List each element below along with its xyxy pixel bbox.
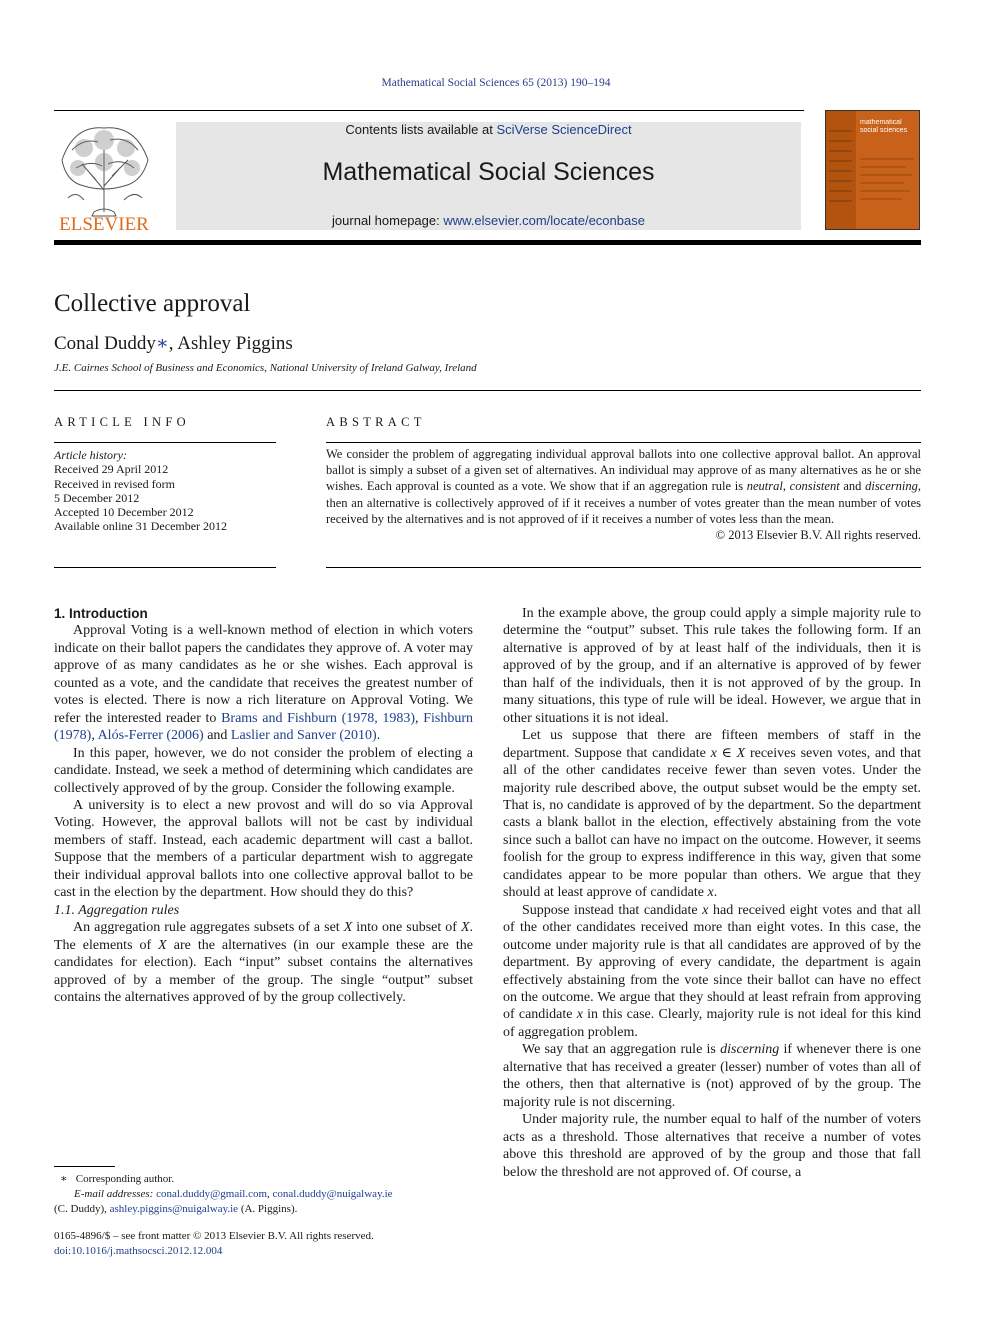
citation-link[interactable]: Fishburn (1978)	[54, 710, 473, 744]
text-run: .	[376, 728, 381, 744]
text-run: (A. Piggins).	[238, 1203, 298, 1215]
article-info-heading: ARTICLE INFO	[54, 415, 190, 429]
body-paragraph: In the example above, the group could apply a simple majority rule to determine the “output” subset. This rule takes the following form. If an alternative is approved of by at least half of the individuals, then it is approved of by the group, and if an alternative is approved of by fewer than half of the individuals, then it is not approved of by the group. In many situations, this type of rule will be ideal. However, we argue that in other situations it is not ideal.	[503, 606, 921, 726]
history-item: Accepted 10 December 2012	[54, 505, 194, 520]
abstract-copyright: © 2013 Elsevier B.V. All rights reserved.	[715, 528, 921, 543]
abstract-paragraph	[326, 446, 921, 527]
email-link[interactable]: ashley.piggins@nuigalway.ie	[109, 1203, 239, 1215]
text-run: An aggregation rule aggregates subsets of a set	[73, 920, 344, 936]
section-heading-introduction: 1. Introduction	[54, 606, 148, 621]
sciencedirect-link[interactable]: SciVerse ScienceDirect	[496, 122, 632, 137]
elsevier-tree-icon	[54, 120, 154, 232]
journal-homepage-link[interactable]: www.elsevier.com/locate/econbase	[443, 213, 645, 228]
citation-link[interactable]: Laslier and Sanver (2010)	[230, 728, 377, 744]
abstract-term-consistent: consistent	[789, 479, 840, 494]
math-var: X	[736, 745, 746, 761]
journal-name: Mathematical Social Sciences	[322, 158, 655, 186]
abstract-term-neutral: neutral	[746, 479, 783, 494]
math-var: x	[710, 745, 717, 761]
text-run: are the alternatives (in our example these are the candidates for election). Each “input” subset contains the alternatives approved of by a member of the group. The single “output” subset contains the alternatives approved of by the group collectively.	[54, 937, 473, 1005]
footnote-emails-cont	[54, 1202, 473, 1217]
header-rule	[54, 110, 804, 111]
abstract-part: and	[839, 479, 866, 494]
history-item: Received 29 April 2012	[54, 462, 169, 477]
article-info-rule	[54, 442, 276, 443]
abstract-part: ,	[782, 479, 790, 494]
cover-art	[826, 111, 919, 229]
subsection-heading-aggregation-rules: 1.1. Aggregation rules	[54, 902, 180, 918]
corresponding-author-mark[interactable]: ∗	[155, 333, 169, 354]
homepage-prefix: journal homepage:	[332, 213, 444, 228]
issn-line: 0165-4896/$ – see front matter © 2013 Elsevier B.V. All rights reserved.	[54, 1230, 374, 1242]
math-var: X	[158, 937, 167, 953]
text-run: in this case. Clearly, majority rule is not ideal for this kind of aggregation problem.	[503, 1007, 921, 1040]
text-run: .	[713, 885, 718, 901]
body-paragraph: In this paper, however, we do not consider the problem of electing a candidate. Instead, we seek a method of determining which candidates are collectively approved of by the group. Consider the following example.	[54, 745, 473, 796]
math-var: x	[576, 1007, 583, 1023]
text-run: ,	[415, 710, 424, 726]
text-run: if whenever there is one alternative that has received a greater (lesser) number of votes than all of the others, then that alternative is (not) approved of by the group. The majority rule is not discerning.	[503, 1042, 921, 1110]
text-run: We say that an aggregation rule is	[522, 1042, 721, 1058]
body-paragraph	[54, 919, 473, 1006]
homepage-line	[176, 213, 801, 228]
text-run: Approval Voting is a well-known method of election in which voters indicate on their ballot papers the candidates they approve of. A voter may approve of as many candidates as he or she wishes. Each approval is counted as a vote, and the candidate that receives the greatest number of votes is elected. There is now a rich literature on Approval Voting. We refer the interested reader to	[54, 623, 473, 726]
contents-line	[176, 122, 801, 137]
author-piggins: Ashley Piggins	[177, 333, 293, 354]
article-history	[54, 448, 276, 534]
elsevier-logo	[54, 120, 154, 232]
article-info-bottom-rule	[54, 567, 276, 568]
footnote-mark: ∗	[60, 1173, 68, 1185]
body-paragraph	[503, 902, 921, 1042]
abstract-part: , then an alternative is collectively approved of if it receives a number of votes greater than the mean number of votes received by the alternatives and is not approved of if it receives a number of votes less than the mean.	[326, 479, 921, 526]
citation-link[interactable]: Brams and Fishburn (1978, 1983)	[221, 710, 416, 726]
article-title: Collective approval	[54, 290, 251, 317]
footnote	[54, 1172, 473, 1217]
elsevier-wordmark: ELSEVIER	[59, 214, 149, 232]
journal-citation-text[interactable]: Mathematical Social Sciences 65 (2013) 190–194	[381, 77, 611, 89]
text-run: ,	[91, 728, 98, 744]
history-item: Available online 31 December 2012	[54, 519, 228, 534]
abstract-heading: ABSTRACT	[326, 415, 426, 429]
text-run: Suppose instead that candidate	[522, 902, 703, 918]
text-run: . The elements of	[54, 920, 473, 953]
abstract-term-discerning: discerning	[865, 479, 918, 494]
email-link[interactable]: conal.duddy@gmail.com	[156, 1188, 268, 1200]
math-var: x	[702, 902, 709, 918]
body-paragraph	[503, 727, 921, 902]
body-paragraph	[503, 1041, 921, 1111]
text-run: and	[203, 728, 231, 744]
email-link[interactable]: conal.duddy@nuigalway.ie	[272, 1188, 393, 1200]
text-run: ,	[267, 1188, 273, 1200]
contents-prefix: Contents lists available at	[345, 122, 497, 137]
cover-title: mathematical social sciences	[860, 119, 908, 134]
body-column-right	[503, 605, 921, 1181]
body-paragraph: A university is to elect a new provost and will do so via Approval Voting. However, the approval ballots will not be cast by individual members of staff. Instead, each academic department will cast a ballot. Suppose that the members of a particular department wish to aggregate their individual approval ballots into one collective approval ballot to be cast in the election by the department. How should they do this?	[54, 797, 473, 901]
math-symbol: ∈	[716, 745, 737, 761]
abstract-text	[326, 446, 921, 543]
math-var: X	[460, 920, 470, 936]
text-run: into one subset of	[352, 920, 461, 936]
history-label: Article history:	[54, 448, 127, 462]
author-list	[54, 332, 293, 355]
body-paragraph: Under majority rule, the number equal to half of the number of voters acts as a threshold. Those alternatives that receive a number of votes above this threshold are approved of by the group and those that fall below the threshold are not approved of. Of course, a	[503, 1112, 921, 1180]
text-run: receives seven votes, and that all of the other candidates receive fewer than seven votes. Under the majority rule described above, the output subset would be the empty set. That is, no candidate is approved of by the department. So the department casts a blank ballot in the election, effectively abstaining from the vote since such a ballot can have no impact on the outcome. However, it seems foolish for the group to express indifference in this way, given that some candidates appear to be more popular than others. We argue that they should at least approve of candidate	[503, 745, 921, 901]
author-separator: ,	[168, 333, 178, 354]
affiliation: J.E. Cairnes School of Business and Economics, National University of Ireland Galway, Ireland	[54, 362, 477, 374]
body-paragraph	[54, 622, 473, 744]
math-var: x	[707, 885, 714, 901]
math-var: X	[343, 920, 353, 936]
text-run: (C. Duddy),	[54, 1203, 110, 1215]
citation-link[interactable]: Alós-Ferrer (2006)	[97, 728, 204, 744]
header-thick-rule	[54, 240, 921, 245]
footnote-text: Corresponding author.	[75, 1173, 175, 1185]
email-label: E-mail addresses:	[74, 1188, 154, 1200]
text-run: had received eight votes and that all of the other candidates received more than eight votes. In this case, the outcome under majority rule is that all candidates are approved of by the department. By approving of every candidate, the department is again effectively abstaining from the vote since their ballot can have no effect on the outcome. We argue that they should at least refrain from approving of candidate	[503, 902, 922, 1023]
text-run: Let us suppose that there are fifteen members of staff in the department. Suppose that candidate	[503, 728, 921, 761]
footnote-rule	[54, 1166, 115, 1167]
front-matter-notice	[54, 1229, 473, 1259]
affiliation-rule	[54, 390, 921, 391]
body-column-left	[54, 605, 473, 1006]
author-duddy: Conal Duddy	[54, 333, 156, 354]
abstract-bottom-rule	[326, 567, 921, 568]
doi-link[interactable]: doi:10.1016/j.mathsocsci.2012.12.004	[54, 1245, 223, 1257]
term-discerning: discerning	[720, 1042, 780, 1058]
footnote-emails	[54, 1187, 473, 1202]
abstract-part: We consider the problem of aggregating individual approval ballots into one collective approval ballot. An approval ballot is simply a subset of a given set of alternatives. An individual may approve of as many alternatives as he or she wishes. Each approval is counted as a vote. We show that if an aggregation rule is	[326, 447, 921, 494]
history-item: Received in revised form	[54, 476, 175, 491]
history-item: 5 December 2012	[54, 490, 140, 505]
abstract-rule	[326, 442, 921, 443]
journal-cover-thumbnail[interactable]	[825, 110, 920, 230]
journal-citation[interactable]	[0, 77, 992, 89]
footnote-corresponding	[54, 1172, 473, 1187]
